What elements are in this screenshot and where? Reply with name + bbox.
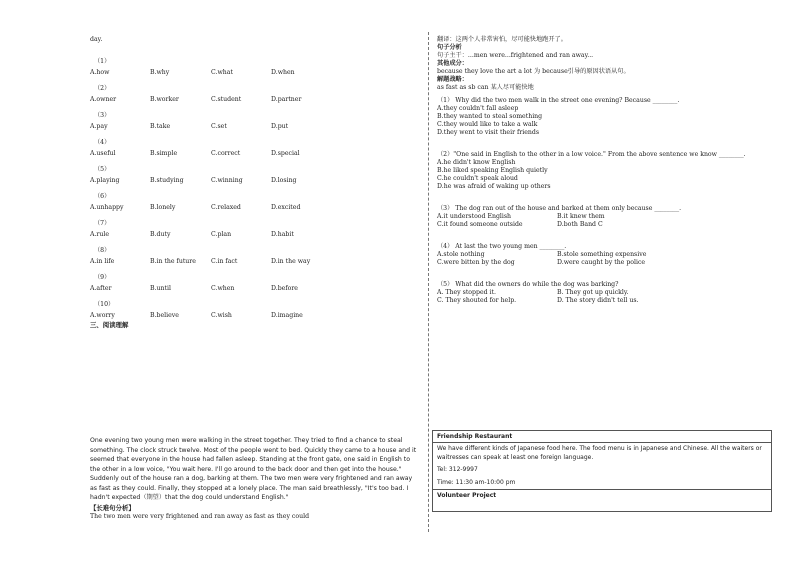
option-d[interactable]: D.he was afraid of waking up others: [437, 183, 551, 190]
option-d[interactable]: D.were caught by the police: [557, 259, 646, 266]
question-stem: （1） Why did the two men walk in the street one evening? Because ________.: [437, 97, 680, 104]
option-b[interactable]: B. They got up quickly.: [557, 289, 629, 296]
option-a[interactable]: A.owner: [90, 96, 117, 103]
analysis-line: 翻译：这两个人非常害怕，尽可能快地跑开了。: [437, 36, 567, 43]
analysis-sentence: The two men were very frightened and ran away as fast as they could: [90, 512, 310, 520]
option-d[interactable]: D.both Band C: [557, 221, 603, 228]
option-a[interactable]: A.stole nothing: [437, 251, 485, 258]
option-c[interactable]: C.it found someone outside: [437, 221, 523, 228]
top-text: day.: [90, 36, 103, 43]
right-column: [437, 36, 772, 305]
question-number: （7）: [94, 220, 111, 227]
option-c[interactable]: C. They shouted for help.: [437, 297, 517, 304]
restaurant-title: Friendship Restaurant: [433, 431, 771, 443]
question-number: （8）: [94, 247, 111, 254]
question-number: （6）: [94, 193, 111, 200]
option-row: [90, 123, 420, 131]
restaurant-description: We have different kinds of Japanese food here. The food menu is in Japanese and Chinese. All the waiters or waitresses can speak at least one foreign language.: [437, 445, 762, 461]
option-a[interactable]: A.unhappy: [90, 204, 124, 211]
analysis-line: 句子主干：...men were...frightened and ran away...: [437, 52, 594, 59]
question-number: （4）: [94, 139, 111, 146]
option-row: [90, 285, 420, 293]
reading-question-4: [437, 243, 772, 267]
restaurant-tel: Tel: 312-9997: [437, 466, 478, 473]
option-c[interactable]: C.relaxed: [211, 204, 241, 211]
column-divider: [428, 32, 429, 532]
question-stem: （5） What did the owners do while the dog was barking?: [437, 281, 619, 288]
option-b[interactable]: B.duty: [150, 231, 171, 238]
option-b[interactable]: B.stole something expensive: [557, 251, 647, 258]
option-d[interactable]: D.excited: [271, 204, 301, 211]
option-row: [90, 69, 420, 77]
option-d[interactable]: D. The story didn't tell us.: [557, 297, 639, 304]
option-b[interactable]: B.believe: [150, 312, 179, 319]
option-d[interactable]: D.they went to visit their friends: [437, 129, 540, 136]
option-d[interactable]: D.partner: [271, 96, 302, 103]
option-b[interactable]: B.lonely: [150, 204, 176, 211]
option-a[interactable]: A.playing: [90, 177, 120, 184]
analysis-line: 解题战略：: [437, 76, 468, 83]
reading-question-1: [437, 97, 772, 137]
option-a[interactable]: A.in life: [90, 258, 115, 265]
option-b[interactable]: B.simple: [150, 150, 178, 157]
option-d[interactable]: D.when: [271, 69, 295, 76]
option-a[interactable]: A.pay: [90, 123, 108, 130]
option-row: [90, 231, 420, 239]
question-stem: （3） The dog ran out of the house and barked at them only because ________.: [437, 205, 682, 212]
option-b[interactable]: B.worker: [150, 96, 179, 103]
option-row: [90, 312, 420, 320]
option-c[interactable]: C.plan: [211, 231, 232, 238]
analysis-line: 句子分析: [437, 44, 462, 51]
question-number: （9）: [94, 274, 111, 281]
question-number: （3）: [94, 112, 111, 119]
analysis-line: as fast as sb can 某人尽可能快地: [437, 84, 534, 91]
option-a[interactable]: A.useful: [90, 150, 116, 157]
analysis-heading: 【长难句分析】: [90, 503, 135, 512]
restaurant-details: [433, 443, 771, 490]
option-row: [90, 177, 420, 185]
option-d[interactable]: D.before: [271, 285, 298, 292]
analysis-line: because they love the art a lot 为 because引导的原因状语从句。: [437, 68, 630, 75]
option-row: [90, 258, 420, 266]
option-a[interactable]: A.rule: [90, 231, 110, 238]
question-number: （2）: [94, 85, 111, 92]
option-d[interactable]: D.in the way: [271, 258, 311, 265]
option-c[interactable]: C.when: [211, 285, 235, 292]
reading-passage-block: [90, 436, 420, 521]
option-a[interactable]: A.he didn't know English: [437, 159, 516, 166]
option-row: [90, 150, 420, 158]
option-c[interactable]: C.in fact: [211, 258, 238, 265]
option-a[interactable]: A.how: [90, 69, 110, 76]
option-b[interactable]: B.studying: [150, 177, 184, 184]
option-b[interactable]: B.why: [150, 69, 170, 76]
option-c[interactable]: C.correct: [211, 150, 241, 157]
section-heading: 三、阅读理解: [90, 321, 129, 329]
option-a[interactable]: A.it understood English: [437, 213, 512, 220]
option-b[interactable]: B.he liked speaking English quietly: [437, 167, 548, 174]
notice-table: [432, 430, 772, 512]
option-d[interactable]: D.special: [271, 150, 300, 157]
option-row: [90, 96, 420, 104]
option-a[interactable]: A. They stopped it.: [437, 289, 496, 296]
reading-question-2: [437, 151, 772, 191]
option-c[interactable]: C.he couldn't speak aloud: [437, 175, 518, 182]
option-d[interactable]: D.losing: [271, 177, 297, 184]
option-b[interactable]: B.take: [150, 123, 171, 130]
reading-question-5: [437, 281, 772, 305]
option-d[interactable]: D.put: [271, 123, 289, 130]
option-b[interactable]: B.it knew them: [557, 213, 605, 220]
cloze-question-list: [90, 58, 420, 329]
option-a[interactable]: A.they couldn't fall asleep: [437, 105, 519, 112]
option-c[interactable]: C.what: [211, 69, 233, 76]
question-number: （10）: [94, 301, 115, 308]
question-number: （5）: [94, 166, 111, 173]
reading-passage: One evening two young men were walking in the street together. They tried to find a chance to steal something. The clock struck twelve. Most of the people went to bed. Quickly they came to a house and it seemed that everyone in the house had fallen asleep. Standing at the front gate, one said in English to the other in a low voice, "You wait here. I'll go around to the back door and then get into the house." Suddenly out of the house ran a dog, barking at them. The two men were very frightened and ran away as fast as they could. Finally, they stopped at a lonely place. The man said breathlessly, "It's too bad. I hadn't expected（期望）that the dog could understand English.": [90, 437, 417, 501]
option-row: [90, 204, 420, 212]
option-d[interactable]: D.habit: [271, 231, 294, 238]
option-b[interactable]: B.until: [150, 285, 171, 292]
option-b[interactable]: B.in the future: [150, 258, 196, 265]
option-c[interactable]: C.they would like to take a walk: [437, 121, 538, 128]
question-number: （1）: [94, 58, 111, 65]
option-c[interactable]: C.wish: [211, 312, 232, 319]
option-a[interactable]: A.worry: [90, 312, 115, 319]
volunteer-title: Volunteer Project: [437, 492, 497, 499]
question-stem: （4） At last the two young men ________.: [437, 243, 567, 250]
option-d[interactable]: D.imagine: [271, 312, 303, 319]
option-c[interactable]: C.student: [211, 96, 242, 103]
option-c[interactable]: C.winning: [211, 177, 243, 184]
left-column: [90, 36, 420, 329]
reading-question-3: [437, 205, 772, 229]
analysis-line: 其他成分：: [437, 60, 468, 67]
question-stem: （2）"One said in English to the other in a low voice." From the above sentence we know ________.: [437, 151, 746, 158]
option-c[interactable]: C.were bitten by the dog: [437, 259, 515, 266]
option-a[interactable]: A.after: [90, 285, 112, 292]
analysis-notes: [437, 36, 772, 92]
option-b[interactable]: B.they wanted to steal something: [437, 113, 543, 120]
option-c[interactable]: C.set: [211, 123, 227, 130]
restaurant-time: Time: 11:30 am-10:00 pm: [437, 479, 516, 486]
